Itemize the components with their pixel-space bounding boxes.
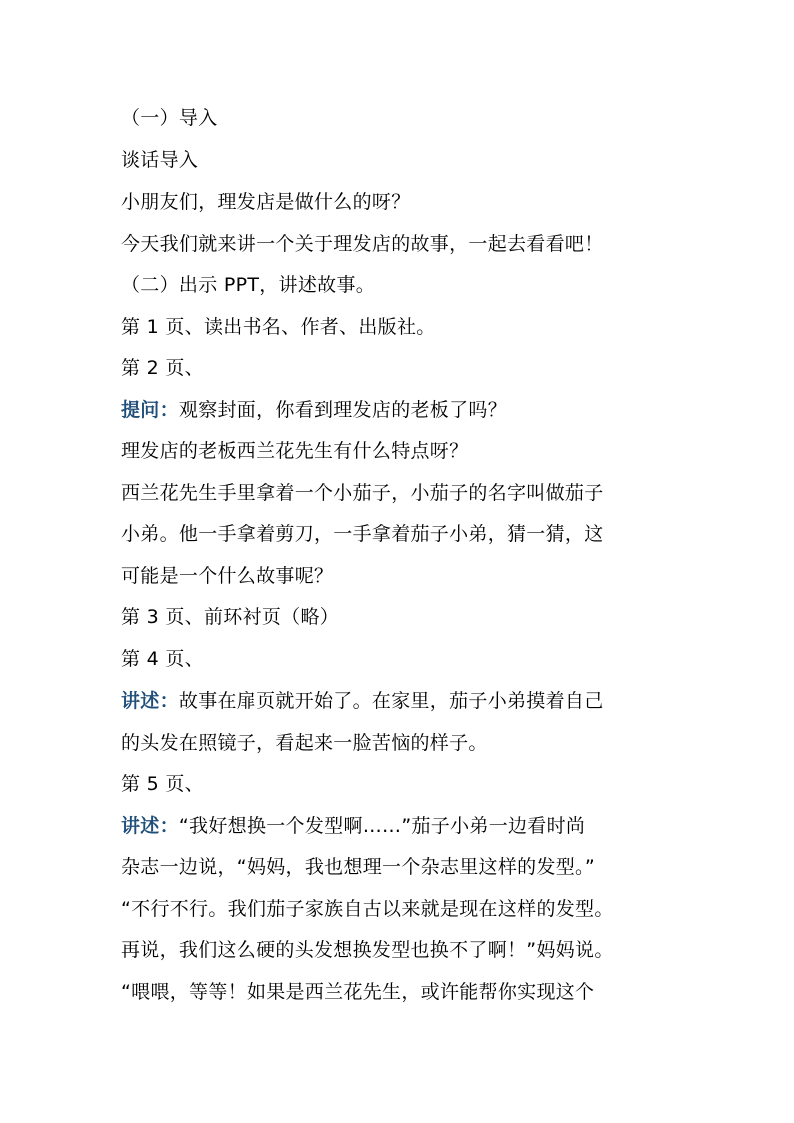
section-heading-story: （二）出示 PPT，讲述故事。 [121, 274, 376, 296]
page-marker: 第 2 页、 [121, 357, 204, 379]
narration-line [121, 814, 585, 838]
narration-text: “我好想换一个发型啊……”茄子小弟一边看时尚 [178, 815, 586, 837]
paragraph: 理发店的老板西兰花先生有什么特点呀？ [121, 440, 469, 462]
paragraph: 西兰花先生手里拿着一个小茄子，小茄子的名字叫做茄子 [121, 482, 604, 504]
paragraph: 小朋友们，理发店是做什么的呀？ [121, 191, 411, 213]
section-heading-intro: （一）导入 [121, 107, 218, 129]
narration-line [121, 689, 604, 713]
paragraph: 再说，我们这么硬的头发想换发型也换不了啊！”妈妈说。 [121, 939, 614, 961]
question-text: 观察封面，你看到理发店的老板了吗？ [178, 399, 508, 421]
paragraph: 小弟。他一手拿着剪刀，一手拿着茄子小弟，猜一猜，这 [121, 523, 604, 545]
paragraph: 杂志一边说，“妈妈，我也想理一个杂志里这样的发型。” [121, 856, 595, 878]
question-label: 提问： [121, 399, 179, 421]
paragraph: 今天我们就来讲一个关于理发店的故事，一起去看看吧！ [121, 233, 604, 255]
narration-text: 故事在扉页就开始了。在家里，茄子小弟摸着自己 [178, 690, 604, 712]
paragraph: “不行不行。我们茄子家族自古以来就是现在这样的发型。 [121, 898, 614, 920]
page-marker: 第 3 页、前环衬页（略） [121, 606, 340, 628]
paragraph: 第 1 页、读出书名、作者、出版社。 [121, 316, 436, 338]
narration-label: 讲述： [121, 815, 179, 837]
page-marker: 第 4 页、 [121, 648, 204, 670]
paragraph: “喂喂，等等！如果是西兰花先生，或许能帮你实现这个 [121, 981, 595, 1003]
paragraph: 可能是一个什么故事呢？ [121, 565, 334, 587]
paragraph: 谈话导入 [121, 149, 199, 171]
question-line [121, 398, 507, 422]
page-marker: 第 5 页、 [121, 773, 204, 795]
paragraph: 的头发在照镜子，看起来一脸苦恼的样子。 [121, 732, 488, 754]
narration-label: 讲述： [121, 690, 179, 712]
